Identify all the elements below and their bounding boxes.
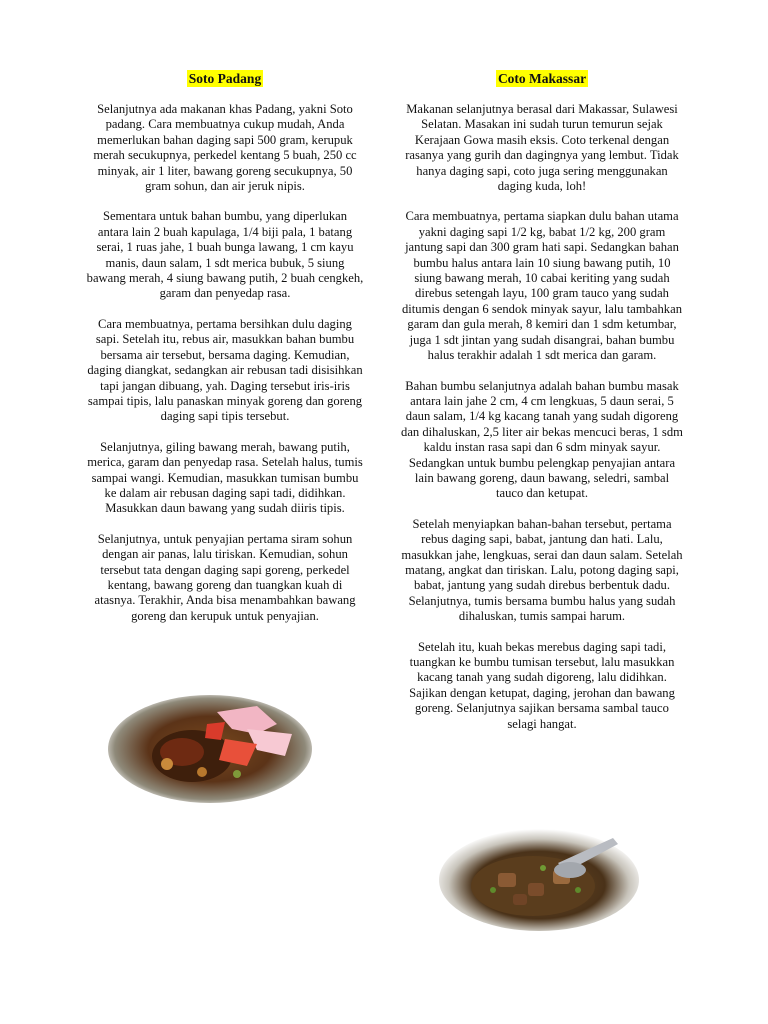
coto-makassar-photo [438,828,640,932]
coto-makassar-paragraph: Makanan selanjutnya berasal dari Makassar, Sulawesi Selatan. Masakan ini sudah turun temurun sejak Kerajaan Gowa masih eksis. Coto terkenal dengan rasanya yang gurih dan dagingnya yang lembut. Tidak hanya daging sapi, coto juga sering menggunakan daging kuda, loh! [405,102,679,194]
soto-padang-paragraph: Selanjutnya, giling bawang merah, bawang putih, merica, garam dan penyedap rasa. Setelah halus, tumis sampai wangi. Kemudian, masukkan tumisan bumbu ke dalam air rebusan daging sapi tadi, didihkan. Masukkan daun bawang yang sudah diiris tipis. [87,439,363,516]
soto-padang-title: Soto Padang [188,71,262,86]
soto-padang-paragraph: Selanjutnya ada makanan khas Padang, yakni Soto padang. Cara membuatnya cukup mudah, Anda memerlukan bahan daging sapi 500 gram, kerupuk merah secukupnya, perkedel kentang 5 buah, 250 cc minyak, air 1 liter, bawang goreng secukupnya, 50 gram sohun, dan air jeruk nipis. [93,102,357,194]
coto-makassar-paragraph: Setelah menyiapkan bahan-bahan tersebut, pertama rebus daging sapi, babat, jantung dan hati. Lalu, masukkan jahe, lengkuas, serai dan daun salam. Setelah matang, angkat dan tiriskan. Lalu, potong daging sapi, babat, jantung yang sudah direbus berbentuk dadu. Selanjutnya, tumis bersama bumbu halus yang sudah dihaluskan, tumis sampai harum. [401,516,683,624]
coto-makassar-paragraph: Bahan bumbu selanjutnya adalah bahan bumbu masak antara lain jahe 2 cm, 4 cm lengkuas, 5 daun serai, 5 daun salam, 1/4 kg kacang tanah yang sudah digoreng dan dihaluskan, 2,5 liter air bekas mencuci beras, 1 sdm kaldu instan rasa sapi dan 6 sdm minyak sayur. Sedangkan untuk bumbu pelengkap penyajian antara lain bawang goreng, daun bawang, seledri, sambal tauco dan ketupat. [401,378,683,501]
coto-makassar-column [400,70,684,747]
coto-makassar-paragraph: Setelah itu, kuah bekas merebus daging sapi tadi, tuangkan ke bumbu tumisan tersebut, lalu masukkan kacang tanah yang sudah digoreng, lalu didihkan. Sajikan dengan ketupat, daging, jerohan dan bawang goreng. Selanjutnya sajikan bersama sambal tauco selagi hangat. [409,639,675,731]
soto-padang-paragraph: Sementara untuk bahan bumbu, yang diperlukan antara lain 2 buah kapulaga, 1/4 biji pala, 1 batang serai, 1 ruas jahe, 1 buah bunga lawang, 1 cm kayu manis, daun salam, 1 sdt merica bubuk, 5 siung bawang merah, 4 siung bawang putih, 2 buah cengkeh, garam dan penyedap rasa. [86,209,364,301]
soto-padang-column [86,70,364,639]
soto-padang-paragraph: Cara membuatnya, pertama bersihkan dulu daging sapi. Setelah itu, rebus air, masukkan bahan bumbu bersama air tersebut, bersama daging. Kemudian, daging diangkat, sedangkan air rebusan tadi disisihkan tapi jangan dibuang, yah. Daging tersebut iris-iris sampai tipis, lalu panaskan minyak goreng dan goreng daging sapi tipis tersebut. [87,316,363,424]
coto-makassar-paragraph: Cara membuatnya, pertama siapkan dulu bahan utama yakni daging sapi 1/2 kg, babat 1/2 kg, 200 gram jantung sapi dan 300 gram hati sapi. Sedangkan bahan bumbu halus antara lain 10 siung bawang putih, 10 siung bawang merah, 10 cabai keriting yang sudah direbus setengah layu, 100 gram tauco yang sudah ditumis dengan 6 sendok minyak sayur, lalu tambahkan garam dan gula merah, 8 kemiri dan 1 sdm ketumbar, juga 1 sdt jintan yang sudah disangrai, bahan bumbu halus terakhir adalah 1 sdt merica dan garam. [401,209,682,363]
soto-padang-paragraph: Selanjutnya, untuk penyajian pertama siram sohun dengan air panas, lalu tiriskan. Kemudian, sohun tersebut tata dengan daging sapi goreng, perkedel kentang, bawang goreng dan tuangkan kuah di atasnya. Terakhir, Anda bisa menambahkan bawang goreng dan kerupuk untuk penyajian. [94,531,356,623]
soto-padang-photo [107,694,313,804]
coto-makassar-title: Coto Makassar [497,71,587,86]
